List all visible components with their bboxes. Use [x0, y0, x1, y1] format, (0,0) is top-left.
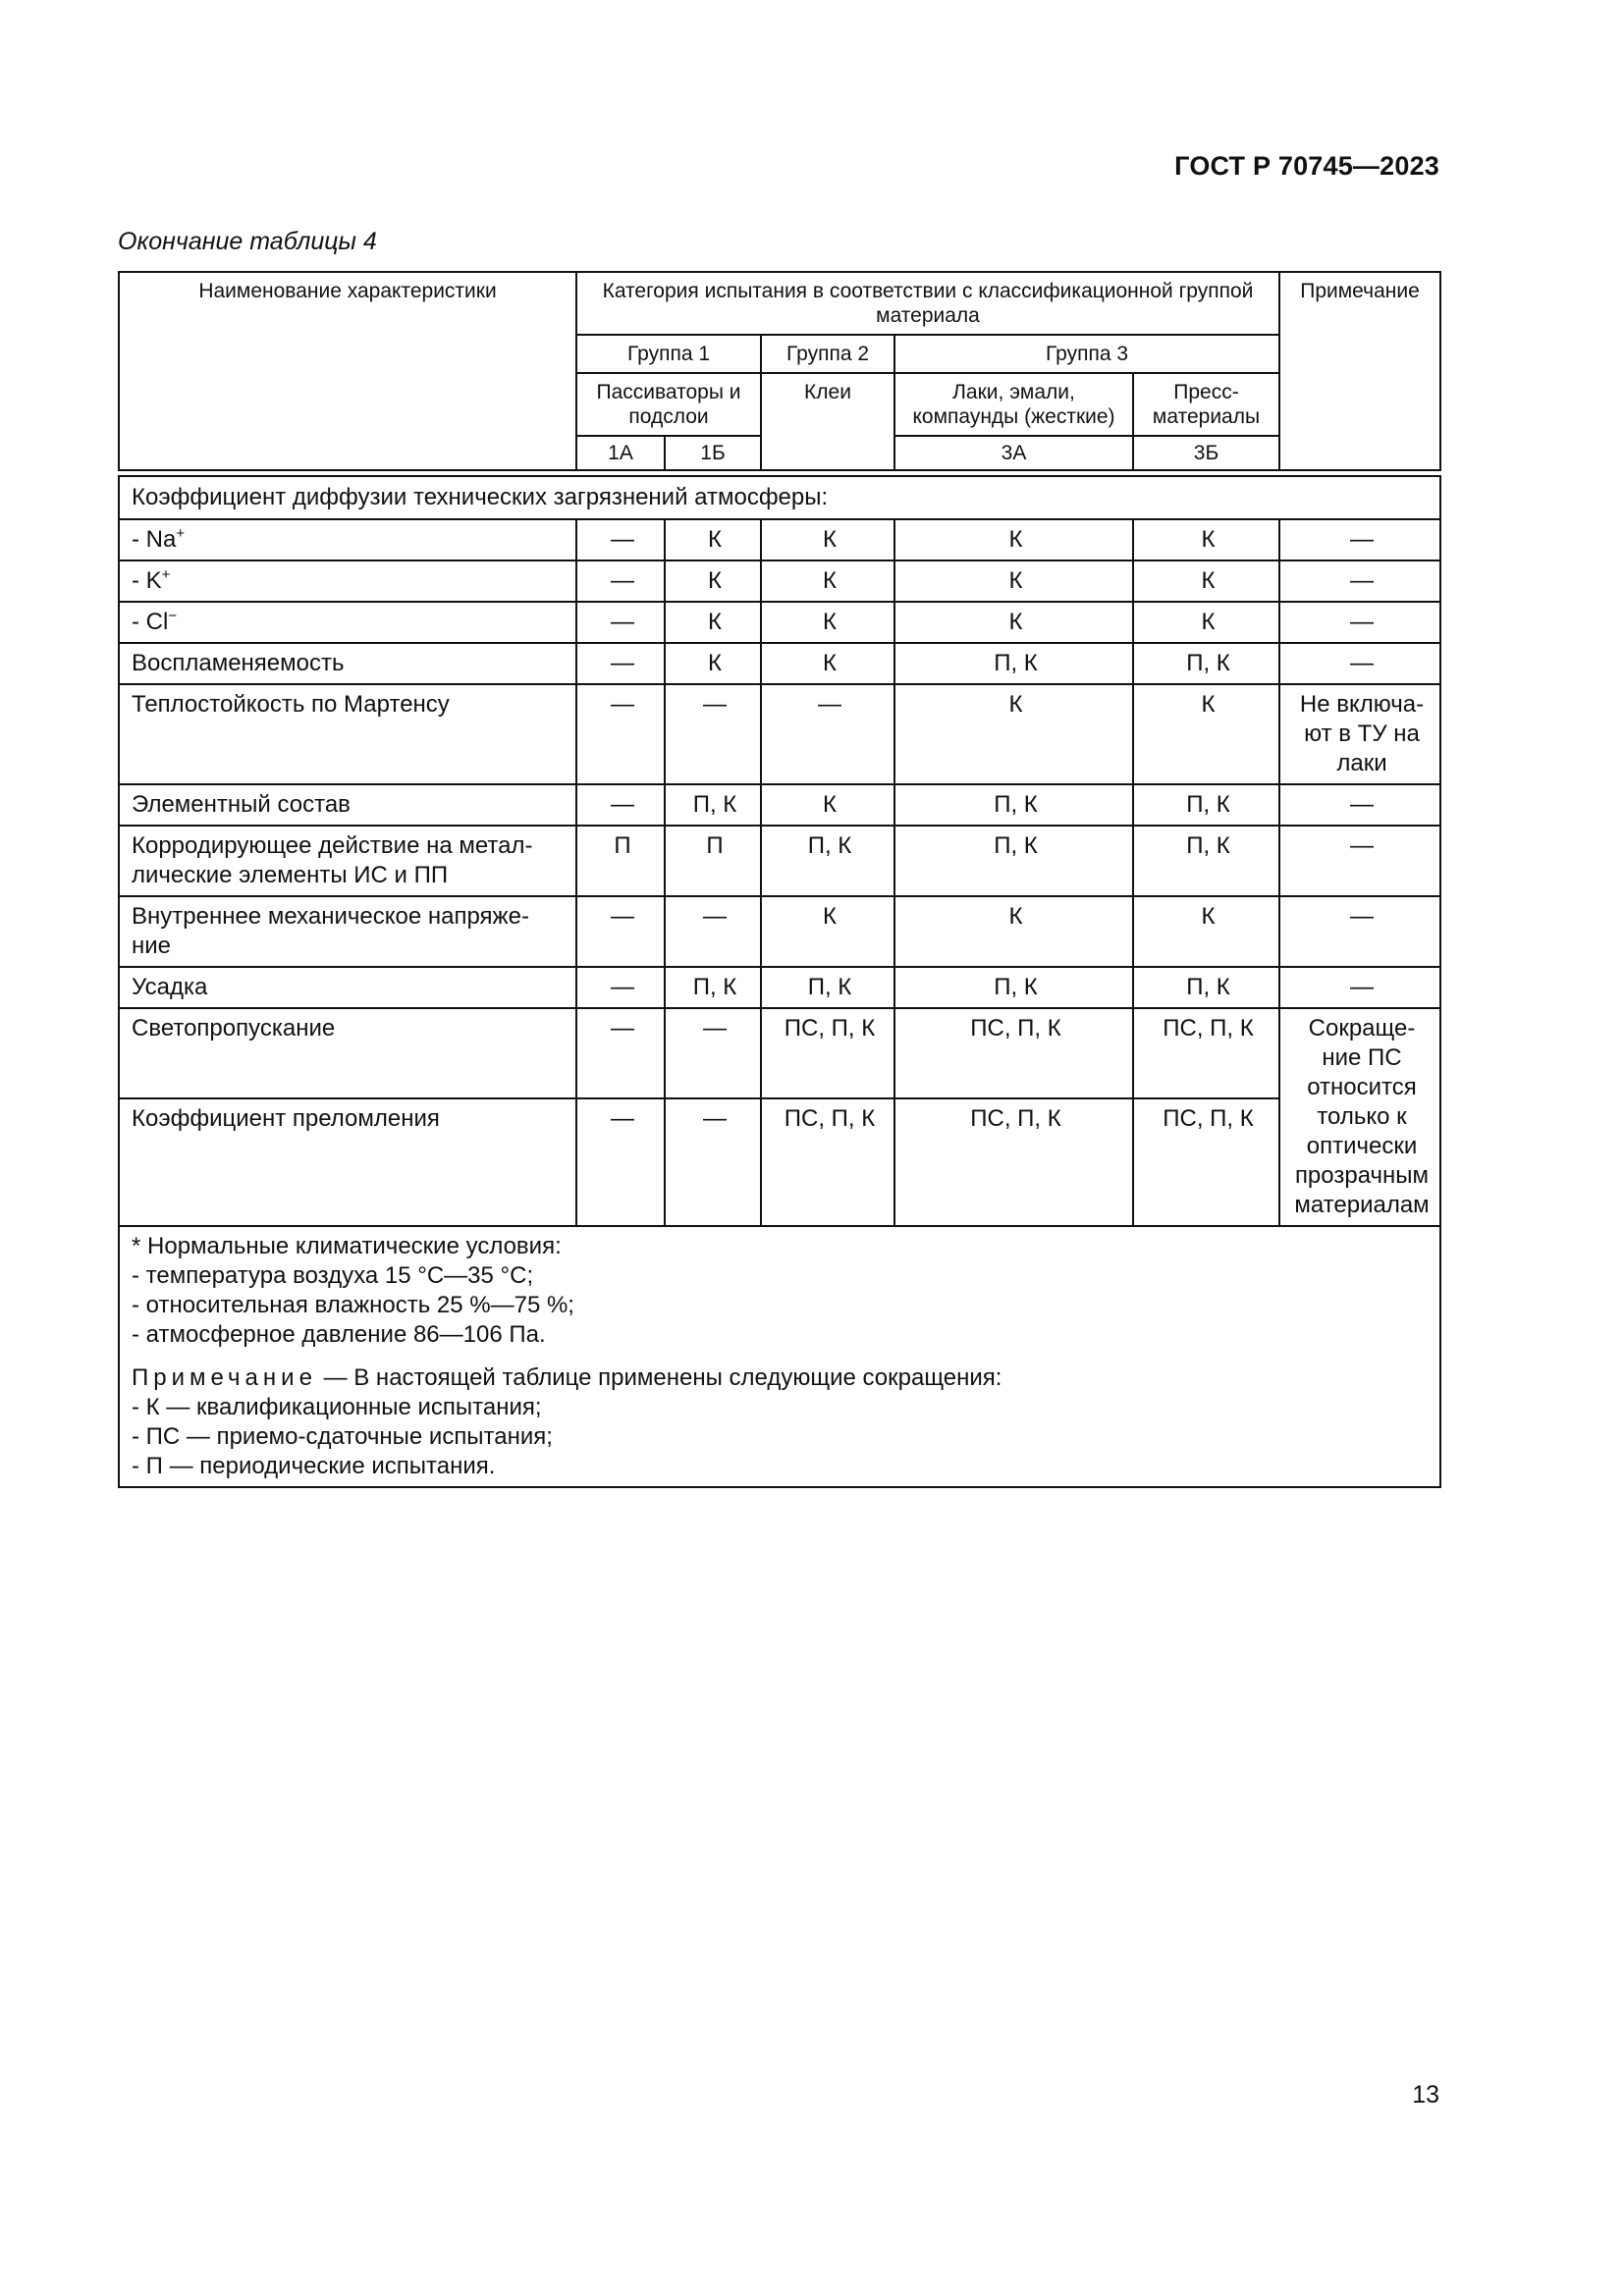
category-cell: —	[665, 1098, 761, 1226]
category-cell: —	[761, 684, 894, 784]
category-cell: ПС, П, К	[1133, 1098, 1279, 1226]
note-cell: —	[1279, 602, 1440, 643]
footnote-abbrev-item: - К — квалификационные испытания;	[132, 1394, 542, 1420]
ion-symbol: - K	[132, 567, 162, 594]
footnote-climate-item: - относительная влажность 25 %—75 %;	[132, 1292, 574, 1318]
footnote-climate-title: * Нормальные климатические условия:	[132, 1233, 562, 1259]
header-code-1b: 1Б	[665, 436, 761, 470]
table-row	[119, 684, 1440, 784]
category-cell: К	[894, 896, 1133, 967]
page-number: 13	[1412, 2081, 1439, 2109]
category-cell: П, К	[1133, 826, 1279, 896]
category-cell: К	[761, 602, 894, 643]
table-row	[119, 561, 1440, 602]
category-cell: —	[576, 643, 665, 684]
category-cell: —	[576, 896, 665, 967]
table-row	[119, 1008, 1440, 1098]
table-footnotes	[119, 1226, 1440, 1487]
category-cell: —	[576, 1098, 665, 1226]
ion-symbol: - Cl	[132, 609, 169, 635]
category-cell: П	[576, 826, 665, 896]
category-cell: П, К	[894, 643, 1133, 684]
category-cell: П, К	[894, 826, 1133, 896]
category-cell: К	[1133, 684, 1279, 784]
characteristic-name: Внутреннее механическое напряже-ние	[119, 896, 576, 967]
table-row	[119, 826, 1440, 896]
section-title: Коэффициент диффузии технических загрязнений атмосферы:	[119, 476, 1440, 519]
header-code-1a: 1А	[576, 436, 665, 470]
header-code-3b: 3Б	[1133, 436, 1279, 470]
ion-charge: +	[161, 566, 171, 583]
characteristic-name	[119, 561, 576, 602]
header-code-3a: 3А	[894, 436, 1133, 470]
category-cell: П, К	[761, 967, 894, 1008]
category-cell: К	[1133, 561, 1279, 602]
category-cell: —	[665, 684, 761, 784]
category-cell: —	[576, 1008, 665, 1098]
category-cell: П, К	[1133, 643, 1279, 684]
header-group-3a-materials: Лаки, эмали, компаунды (жесткие)	[894, 373, 1133, 436]
category-cell: П	[665, 826, 761, 896]
header-note-column: Примечание	[1279, 272, 1440, 470]
note-cell: —	[1279, 967, 1440, 1008]
category-cell: К	[665, 602, 761, 643]
note-cell: Сокраще-ние ПС относится только к оптически прозрачным материалам	[1279, 1008, 1440, 1226]
header-group-1-materials: Пассиваторы и подслои	[576, 373, 761, 436]
characteristic-name: Элементный состав	[119, 784, 576, 826]
characteristic-name	[119, 519, 576, 561]
footnote-abbrev-item: - П — периодические испытания.	[132, 1453, 496, 1479]
footnote-climate-item: - температура воздуха 15 °С—35 °С;	[132, 1262, 534, 1289]
category-cell: ПС, П, К	[761, 1008, 894, 1098]
characteristic-name: Воспламеняемость	[119, 643, 576, 684]
category-cell: ПС, П, К	[894, 1008, 1133, 1098]
characteristic-name: Корродирующее действие на метал-лические элементы ИС и ПП	[119, 826, 576, 896]
category-cell: П, К	[665, 784, 761, 826]
table-row	[119, 643, 1440, 684]
category-cell: —	[576, 602, 665, 643]
table-row	[119, 602, 1440, 643]
category-cell: —	[576, 561, 665, 602]
category-cell: П, К	[1133, 784, 1279, 826]
category-cell: К	[761, 784, 894, 826]
category-cell: К	[761, 896, 894, 967]
note-label: Примечание	[132, 1364, 317, 1391]
table-row	[119, 519, 1440, 561]
note-text: — В настоящей таблице применены следующие сокращения:	[316, 1364, 1002, 1391]
category-cell: К	[665, 643, 761, 684]
header-category: Категория испытания в соответствии с классификационной группой материала	[576, 272, 1279, 335]
category-cell: К	[665, 561, 761, 602]
section-row	[119, 476, 1440, 519]
table-row	[119, 784, 1440, 826]
category-cell: П, К	[1133, 967, 1279, 1008]
category-cell: К	[894, 519, 1133, 561]
header-name-column: Наименование характеристики	[119, 272, 576, 470]
category-cell: ПС, П, К	[1133, 1008, 1279, 1098]
category-cell: —	[576, 967, 665, 1008]
category-cell: П, К	[894, 784, 1133, 826]
footnote-climate-item: - атмосферное давление 86—106 Па.	[132, 1321, 546, 1348]
note-cell: —	[1279, 643, 1440, 684]
characteristic-name: Светопропускание	[119, 1008, 576, 1098]
header-group-3: Группа 3	[894, 335, 1279, 373]
category-cell: К	[761, 643, 894, 684]
category-cell: К	[665, 519, 761, 561]
characteristics-table	[118, 271, 1441, 1488]
category-cell: К	[1133, 519, 1279, 561]
category-cell: —	[576, 519, 665, 561]
category-cell: ПС, П, К	[894, 1098, 1133, 1226]
header-group-3b-materials: Пресс-материалы	[1133, 373, 1279, 436]
category-cell: —	[665, 1008, 761, 1098]
characteristic-name	[119, 602, 576, 643]
note-cell: —	[1279, 561, 1440, 602]
category-cell: К	[894, 602, 1133, 643]
note-cell: Не включа-ют в ТУ на лаки	[1279, 684, 1440, 784]
characteristic-name: Теплостойкость по Мартенсу	[119, 684, 576, 784]
table-caption: Окончание таблицы 4	[118, 228, 377, 255]
header-group-1: Группа 1	[576, 335, 761, 373]
characteristic-name: Коэффициент преломления	[119, 1098, 576, 1226]
category-cell: К	[761, 561, 894, 602]
category-cell: К	[1133, 602, 1279, 643]
page-header-standard: ГОСТ Р 70745—2023	[1174, 151, 1439, 181]
header-group-2: Группа 2	[761, 335, 894, 373]
category-cell: П, К	[665, 967, 761, 1008]
ion-charge: −	[168, 608, 178, 624]
category-cell: К	[1133, 896, 1279, 967]
category-cell: К	[894, 561, 1133, 602]
category-cell: —	[576, 784, 665, 826]
footnote-abbrev-item: - ПС — приемо-сдаточные испытания;	[132, 1423, 553, 1450]
header-group-2-materials: Клеи	[761, 373, 894, 470]
table-row	[119, 896, 1440, 967]
category-cell: К	[894, 684, 1133, 784]
note-cell: —	[1279, 826, 1440, 896]
category-cell: П, К	[894, 967, 1133, 1008]
note-cell: —	[1279, 784, 1440, 826]
ion-charge: +	[176, 525, 186, 542]
footnote-note-line	[132, 1363, 1432, 1393]
table-row	[119, 967, 1440, 1008]
category-cell: ПС, П, К	[761, 1098, 894, 1226]
characteristic-name: Усадка	[119, 967, 576, 1008]
category-cell: К	[761, 519, 894, 561]
category-cell: —	[665, 896, 761, 967]
table-row	[119, 1098, 1440, 1226]
category-cell: —	[576, 684, 665, 784]
note-cell: —	[1279, 519, 1440, 561]
category-cell: П, К	[761, 826, 894, 896]
note-cell: —	[1279, 896, 1440, 967]
ion-symbol: - Na	[132, 526, 177, 553]
